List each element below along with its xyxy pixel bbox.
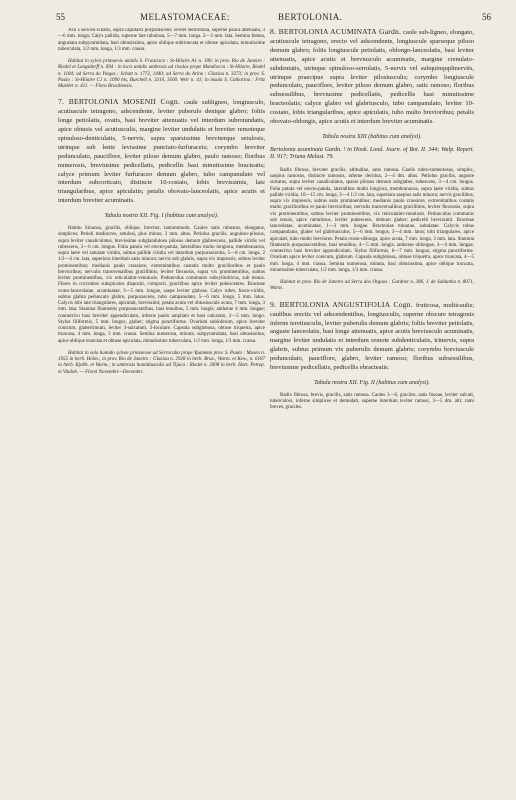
species-7-habitat: Habitat in solo humido sylvae primaevae ad Serrocaba prope Ypanema prov. S. Paulo : Mosen n. 1955 in herb. Holm.; in prov. Rio de Janeiro : Glaziou n. 2928 in herb. Brux., Warm. et Kew., n. 6187 in herb. Kjobh. et Warm.; in umbrosis humidiusculis ad Tijuca : Riedel n. 2008 in herb. Hort. Petrop. et Vindob. — Floret Novembri—Decembri.: [58, 350, 265, 375]
species-9-title: 9. BERTOLONIA ANGUSTIFOLIA Cogn.: [270, 299, 413, 309]
running-title-left: MELASTOMACEAE:: [140, 12, 230, 22]
right-column: [270, 28, 474, 798]
species-8-plate-reference: Tabula nostra XIII (habitus cum analysi).: [322, 133, 422, 140]
species-8-paragraph: [270, 28, 474, 127]
species-9-paragraph: [270, 301, 474, 373]
species-9-diagnosis: fruticosa, multicaulis; caulibus erectis vel adscendentibus, longiusculis, superne obscure tetragonis inferne teretiusculis, leviter puberulis demum glabris; foliis breviter petiolatis, anguste lanceolatis, basi longe attenuatis, apice acutis breviusculo acuminatis, margine leviter undulatis et interdum remote subdenticulatis, trinervis, supra glabris, subtus primum vix puberulis demum glabris; corymbo breviuscule pedunculato, pauciflore, glabro, leviter ramoso; floribus subsessilibus, breviusime pedicellatis, pedicellis ebracteatis.: [270, 301, 474, 372]
species-9-plate-reference: Tabula nostra XII. Fig. II (habitus cum analysi).: [314, 379, 430, 386]
species-7-description: Habitu Sinuosa, gracilis, oblique, breviter, tantummodo. Caules satis robustus, elongatus, simplices; Petioli mediocres, setulosi, plus minus; 3 mm. altus. Petiolus gracilis, anguloso-pilosus, supra leviter canaliculatus, brevissime subglanduloso pilosus demum glabrescens, pallide viridis vel rubescens, 3—6 cm. longus. Folia patula vel erecto-patula, lateralibus multo longiora, membranacea, supra laete vel saturate viridia, subtus pallide viridia vel interdum purpurascentia, 5—8 cm. longa, 2 1/2—4 cm. lata, superiora interdum satis minora; nervis sub glabris, supra vix impressis, subtus leviter prominentibus; medianis paulo crassiore, extremitatibus costatis multo gracilioribus et paulo brevioribus; nervulis transversalibus gracillimis, leviter flexuosis, supra vix prominentibus, subtus leviter prominentibus, vix reticulatim-venulosis. Pedunculus communis subcylindricus, sub tenuis. Flores in corymbos subspicatos dispositi, compacti, gracilibus apice leviter pubescentes. Bracteae ovato-lanceolatae, acuminatae, 3—5 mm. longae, saepe leviter glabrae. Calyx ruber, fusco-viridis, subtus glabra pedunculo glabro, purpurascens, tubo campanulato, 5—6 mm. longo, 5 mm. latus. Calycis lobi late triangulares, apiculati, brevissimi; petala acuta vel obtusiuscule acuta, 7 mm. longa, 3 mm. lata. Stamina filamentis purpurascentibus, basi tenuibus, 5 mm. longis; antherae 4 mm. longae; connectivo basi breviter appendiculato, inferne paulo ampliato et basi calcarato, 2—5 mm. longo. Stylus filiformis, 5 mm. longus, glaber; stigma punctiforme. Ovarium subinferum, apice breviter conicum, glaberrimum, leviter 3-sulcatum, 3-loculare. Capsula subglobosa, obtuse triquetra, apice truncata, 4 mm. longa, 3 mm. crassa. Semina numerosa, minuta, subpyramidata, basi obtusissima, apice oblique truncata et obtuse apiculata, minutissime tuberculata, 1/2 mm. longa, 1/3 mm. crassa.: [58, 226, 265, 344]
page-number-right: 56: [482, 12, 491, 22]
species-7-plate-reference: Tabula nostra XII. Fig. I (habitus cum analysi).: [104, 213, 219, 220]
previous-species-habitat: Habitat in sylvis primaevis umidis S. Francisco : St-Hilaire A1 n. 180; in prov. Rio de Janeiro : Riedel et Langsdorff n. 694 : in locis umidis umbrosis ad rivulos prope Mandiocca : St-Hilaire, Riedel n. 1184; ad Serra do Ymgas : Schott n. 1772, 1440; ad Serra do Arino : Glaziou n. 3273; in prov. S. Paulo : St-Hilaire C1 n. 1090 bis, Burchell n. 3310, 3500. Weir n. 41; in insula S. Catharina : Fritz Mueller n. 411. — Flora Brasiliensis.: [58, 59, 265, 89]
species-8-habitat: Habitat in prov. Rio de Janeiro ad Serra dos Orgaos : Gardner n. 386, J. de Saldanha n. 8071, Warm.: [270, 280, 474, 292]
species-7-title: 7. BERTOLONIA MOSENII Cogn.: [58, 97, 180, 107]
species-8-synonymy: Bertolonia acuminata Gardn. ! in Hook. Lond. Journ. of Bot. II. 344; Walp. Repert. II. 917; Triana Melast. 79.: [270, 146, 474, 161]
species-7-paragraph: [58, 98, 265, 206]
species-8-title: 8. BERTOLONIA ACUMINATA Gardn.: [270, 28, 402, 36]
page-number-left: 55: [56, 12, 65, 22]
running-title-right: BERTOLONIA.: [278, 12, 343, 22]
species-9-description: Radix fibrosa, brevis, gracilis, satis ramosa. Caules 3—6, graciles, satis fusoae, leviter sulcati, tuberculosi, inferne simplices et demudati, superne interdum leviter ramosi, 3—5 dm. alti; rami breves, graciles.: [270, 392, 474, 411]
species-8-description: Radix fibrosa, breviter gracilis, altitudine, satis ramosa. Caulis rubro-tomentosus, simplex, saepius ramosus, distincte ramosus, inferne decidua, 2—4 dm. altus. Petiolus gracilis, anguste sulcatus, supra leviter canaliculatus, sparse pilosus demum subglaber, rubescens, 3—4 cm. longus. Folia patula vel erecto-patula, lateralibus multo longiora, membranacea, supra laete viridia, subtus pallide viridia, 10—15 cm. longa, 3—4 1/2 cm. lata, superiora saepius satis minora; nervis gracilibus, supra vix impressis, subtus satis prominentibus; medianis paulo crassiore, extremitatibus costatis multo gracilioribus et paulo brevioribus; nervulis transversalibus gracillimis, leviter flexuosis, supra vix prominentibus, subtus leviter prominentibus, vix reticulatim-venulosis. Pedunculus communis sub tenuis, apice ramulosus, leviter pubescens, demum glaber; pedicelli brevissimi. Bracteae lanceolatae, acuminatae, 1—3 mm. longae. Bracteolae minutae, subulatae. Calycis tubus campanulatus, glaber vel glabriusculus, 5—6 mm. longus, 3—4 mm. latus; lobi triangulares, apice apiculati, tubo multo breviores. Petala ovato-oblonga, apice acuta, 7 mm. longa, 3 mm. lata. Stamina filamentis purpurascentibus, basi tenuibus, 4—5 mm. longis; antherae oblongae, 3—4 mm. longae, connectivo basi breviter appendiculato. Stylus filiformis, 6—7 mm. longus; stigma punctiforme. Ovarium apice leviter conicum, glabrum. Capsula subglobosa, obtuse triquetra, apice truncata, 4—5 mm. longa, 4 mm. crassa. Semina numerosa, minuta, basi obtusissima, apice oblique truncata, minutissime tuberculata, 1/2 mm. longa, 1/3 mm. crassa.: [270, 167, 474, 273]
species-8-diagnosis: caule sub-ligneo, elongato, acutiuscule tetragono, erecto vel adscendente, longiuscule sparseque piloso demum glabro; foliis longiuscule petiolatis, oblongo-lanceolatis, basi leviter attenuatis, apice acutis et breviusculo acuminatis, margine crenulato-subdentatis, utrinque spinuloso-serrulatis, 5-nervis vel subquinquplinerviis, utrinque praecipue supra leviter pilosiusculis; corymbo longiuscule pedunculato, pauciflore, leviter piloso demum glabro, satis ramoso; floribus subsessilibus, breviusime pedicellatis, pedicellis basi minutissime bracteolatis; calyce glabro vel glabriusculo, tubo campanulato, leviter 10-costato, lobis triangularibus, apice apiculatis, tubo multo brevioribus; petalis obovato-oblongis, apice acutis et interdum breviter acuminatis.: [270, 29, 474, 126]
left-column: [58, 28, 265, 798]
running-header: [0, 12, 516, 26]
previous-species-description: Acu s sericeo-ciliatis, supra capillaris purpurascens; leviter Bertolonia, superne pauca attenuata, 3—6 mm. longa; Calyx pallida, superne late tubulosa, 5—7 mm. longa. 2—3 mm. lata. Semina femea, angustata subpyramidata, basi obtusissima, apice oblique subtruncata et obtuse apiculata, minutissime tuberculata, 1/2 mm. longa, 1/3 mm. crassa.: [58, 28, 265, 52]
species-7-diagnosis: caule subligneo, longiusculo, acutiuscule tetragono, adscendente, leviter puberulo denique glabro; foliis longe petiolatis, ovatis, basi breviter attenuatis vel interdum subrotundatis, apice obtusis vel acutiusculis, margine leviter undulatis et breviter remoteque spinuloso-denticulatis, 5-nervis, supra sparsissime breviterque setulosis, utrinque sub lente levissime punctato-furfuraceis; corymbo breviter pedunculato, pauciflore, leviter piloso demum glabro, paulo ramoso; floribus numerosis, breviusime pedicellatis, pedicellis basi minutissime bracteatis; calyce primum leviter furfuraceo demum glabro, tubo campanulato vel interdum subcorticato, distincte 10-costato, lobis brevissimis, late triangularibus, apice apiculatis; petalis obovato-lanceolatis, apice acutis et interdum breviter acuminatis.: [58, 99, 265, 205]
